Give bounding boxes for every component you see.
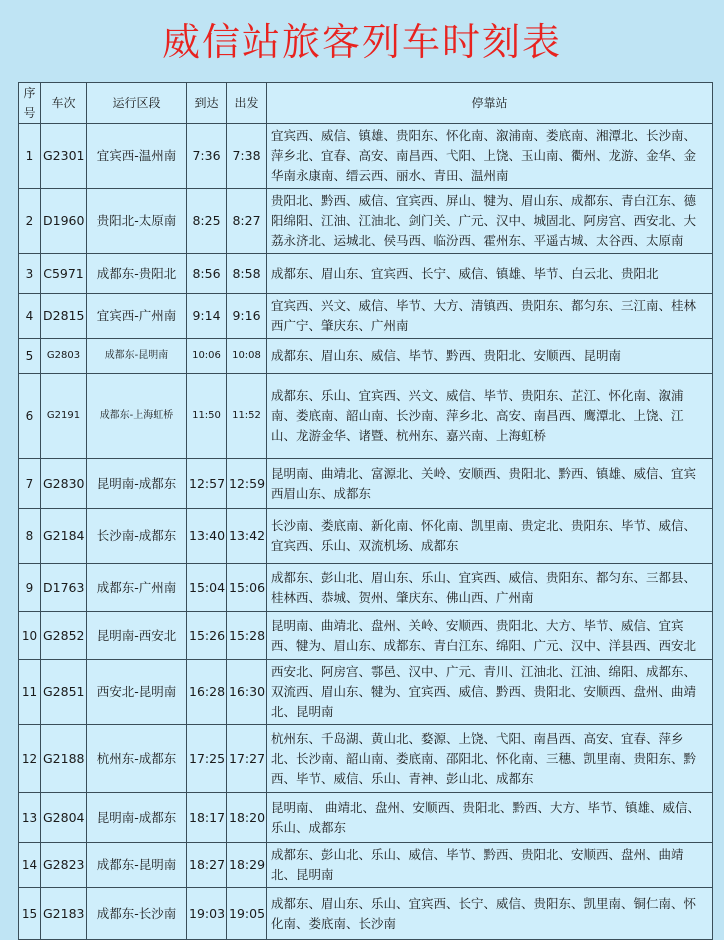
train-number: G2852 <box>41 612 87 660</box>
route-cell: 成都东-上海虹桥 <box>87 374 187 459</box>
train-number: G2851 <box>41 660 87 725</box>
stops-cell: 贵阳北、黔西、威信、宜宾西、屏山、犍为、眉山东、成都东、青白江东、德阳绵阳、江油、江油北、剑门关、广元、汉中、城固北、阿房宫、西安北、大荔永济北、运城北、侯马西、临汾西、霍州东、平遥古城、太谷西、太原南 <box>267 189 713 254</box>
depart-time: 13:42 <box>227 509 267 564</box>
depart-time: 18:20 <box>227 793 267 843</box>
arrive-time: 11:50 <box>187 374 227 459</box>
stops-cell: 成都东、乐山、宜宾西、兴文、威信、毕节、贵阳东、芷江、怀化南、溆浦南、娄底南、韶山南、长沙南、萍乡北、高安、南昌西、鹰潭北、上饶、江山、龙游金华、诸暨、杭州东、嘉兴南、上海虹桥 <box>267 374 713 459</box>
header-route: 运行区段 <box>87 83 187 124</box>
train-number: G2191 <box>41 374 87 459</box>
arrive-time: 7:36 <box>187 124 227 189</box>
table-row <box>19 124 713 189</box>
stops-cell: 成都东、彭山北、乐山、威信、毕节、黔西、贵阳北、安顺西、盘州、曲靖北、昆明南 <box>267 843 713 888</box>
train-number: D1960 <box>41 189 87 254</box>
train-number: G2830 <box>41 459 87 509</box>
route-cell: 成都东-昆明南 <box>87 339 187 374</box>
route-cell: 杭州东-成都东 <box>87 725 187 793</box>
route-cell: 贵阳北-太原南 <box>87 189 187 254</box>
stops-cell: 长沙南、娄底南、新化南、怀化南、凯里南、贵定北、贵阳东、毕节、威信、宜宾西、乐山、双流机场、成都东 <box>267 509 713 564</box>
row-number: 12 <box>19 725 41 793</box>
table-row <box>19 339 713 374</box>
row-number: 8 <box>19 509 41 564</box>
row-number: 14 <box>19 843 41 888</box>
header-stops: 停靠站 <box>267 83 713 124</box>
table-row <box>19 254 713 294</box>
route-cell: 西安北-昆明南 <box>87 660 187 725</box>
arrive-time: 18:27 <box>187 843 227 888</box>
route-cell: 成都东-昆明南 <box>87 843 187 888</box>
arrive-time: 8:25 <box>187 189 227 254</box>
row-number: 5 <box>19 339 41 374</box>
row-number: 6 <box>19 374 41 459</box>
stops-cell: 昆明南、曲靖北、盘州、关岭、安顺西、贵阳北、大方、毕节、威信、宜宾西、犍为、眉山东、成都东、青白江东、绵阳、广元、汉中、洋县西、西安北 <box>267 612 713 660</box>
depart-time: 17:27 <box>227 725 267 793</box>
stops-cell: 杭州东、千岛湖、黄山北、婺源、上饶、弋阳、南昌西、高安、宜春、萍乡北、长沙南、韶山南、娄底南、邵阳北、怀化南、三穗、凯里南、贵阳东、黔西、毕节、威信、乐山、青神、彭山北、成都东 <box>267 725 713 793</box>
table-row <box>19 189 713 254</box>
depart-time: 7:38 <box>227 124 267 189</box>
header-depart: 出发 <box>227 83 267 124</box>
table-row <box>19 888 713 940</box>
table-row <box>19 660 713 725</box>
table-row <box>19 294 713 339</box>
row-number: 4 <box>19 294 41 339</box>
depart-time: 10:08 <box>227 339 267 374</box>
route-cell: 成都东-广州南 <box>87 564 187 612</box>
row-number: 15 <box>19 888 41 940</box>
header-train: 车次 <box>41 83 87 124</box>
depart-time: 15:06 <box>227 564 267 612</box>
arrive-time: 13:40 <box>187 509 227 564</box>
page-title: 威信站旅客列车时刻表 <box>161 19 562 64</box>
train-number: G2184 <box>41 509 87 564</box>
route-cell: 宜宾西-温州南 <box>87 124 187 189</box>
stops-cell: 成都东、眉山东、威信、毕节、黔西、贵阳北、安顺西、昆明南 <box>267 339 713 374</box>
row-number: 9 <box>19 564 41 612</box>
train-number: G2188 <box>41 725 87 793</box>
stops-cell: 昆明南、曲靖北、富源北、关岭、安顺西、贵阳北、黔西、镇雄、威信、宜宾西眉山东、成都东 <box>267 459 713 509</box>
depart-time: 8:58 <box>227 254 267 294</box>
depart-time: 15:28 <box>227 612 267 660</box>
stops-cell: 成都东、眉山东、宜宾西、长宁、威信、镇雄、毕节、白云北、贵阳北 <box>267 254 713 294</box>
arrive-time: 15:26 <box>187 612 227 660</box>
header-row <box>19 83 713 124</box>
arrive-time: 18:17 <box>187 793 227 843</box>
depart-time: 18:29 <box>227 843 267 888</box>
row-number: 1 <box>19 124 41 189</box>
stops-cell: 宜宾西、兴文、威信、毕节、大方、清镇西、贵阳东、都匀东、三江南、桂林西广宁、肇庆东、广州南 <box>267 294 713 339</box>
route-cell: 成都东-长沙南 <box>87 888 187 940</box>
header-arrive: 到达 <box>187 83 227 124</box>
train-number: D1763 <box>41 564 87 612</box>
arrive-time: 17:25 <box>187 725 227 793</box>
arrive-time: 10:06 <box>187 339 227 374</box>
table-row <box>19 459 713 509</box>
timetable <box>18 82 713 940</box>
arrive-time: 12:57 <box>187 459 227 509</box>
header-no: 序号 <box>19 83 41 124</box>
depart-time: 9:16 <box>227 294 267 339</box>
row-number: 10 <box>19 612 41 660</box>
table-row <box>19 509 713 564</box>
train-number: G2301 <box>41 124 87 189</box>
table-row <box>19 843 713 888</box>
arrive-time: 9:14 <box>187 294 227 339</box>
depart-time: 12:59 <box>227 459 267 509</box>
train-number: D2815 <box>41 294 87 339</box>
table-row <box>19 564 713 612</box>
train-number: G2823 <box>41 843 87 888</box>
train-number: G2803 <box>41 339 87 374</box>
depart-time: 19:05 <box>227 888 267 940</box>
row-number: 3 <box>19 254 41 294</box>
route-cell: 宜宾西-广州南 <box>87 294 187 339</box>
table-row <box>19 793 713 843</box>
row-number: 11 <box>19 660 41 725</box>
row-number: 7 <box>19 459 41 509</box>
stops-cell: 昆明南、 曲靖北、盘州、安顺西、贵阳北、黔西、大方、毕节、镇雄、威信、乐山、成都东 <box>267 793 713 843</box>
train-number: G2183 <box>41 888 87 940</box>
stops-cell: 成都东、眉山东、乐山、宜宾西、长宁、威信、贵阳东、凯里南、铜仁南、怀化南、娄底南、长沙南 <box>267 888 713 940</box>
depart-time: 8:27 <box>227 189 267 254</box>
table-row <box>19 612 713 660</box>
table-row <box>19 725 713 793</box>
arrive-time: 16:28 <box>187 660 227 725</box>
stops-cell: 西安北、阿房宫、鄠邑、汉中、广元、青川、江油北、江油、绵阳、成都东、双流西、眉山东、犍为、宜宾西、威信、黔西、贵阳北、安顺西、盘州、曲靖北、昆明南 <box>267 660 713 725</box>
timetable-body <box>19 124 713 940</box>
route-cell: 昆明南-西安北 <box>87 612 187 660</box>
row-number: 2 <box>19 189 41 254</box>
route-cell: 长沙南-成都东 <box>87 509 187 564</box>
arrive-time: 19:03 <box>187 888 227 940</box>
stops-cell: 宜宾西、威信、镇雄、贵阳东、怀化南、溆浦南、娄底南、湘潭北、长沙南、萍乡北、宜春、高安、南昌西、弋阳、上饶、玉山南、衢州、龙游、金华、金华南永康南、缙云西、丽水、青田、温州南 <box>267 124 713 189</box>
table-row <box>19 374 713 459</box>
row-number: 13 <box>19 793 41 843</box>
depart-time: 11:52 <box>227 374 267 459</box>
route-cell: 昆明南-成都东 <box>87 459 187 509</box>
route-cell: 昆明南-成都东 <box>87 793 187 843</box>
depart-time: 16:30 <box>227 660 267 725</box>
arrive-time: 15:04 <box>187 564 227 612</box>
stops-cell: 成都东、彭山北、眉山东、乐山、宜宾西、威信、贵阳东、都匀东、三都县、桂林西、恭城、贺州、肇庆东、佛山西、广州南 <box>267 564 713 612</box>
train-number: C5971 <box>41 254 87 294</box>
train-number: G2804 <box>41 793 87 843</box>
arrive-time: 8:56 <box>187 254 227 294</box>
route-cell: 成都东-贵阳北 <box>87 254 187 294</box>
